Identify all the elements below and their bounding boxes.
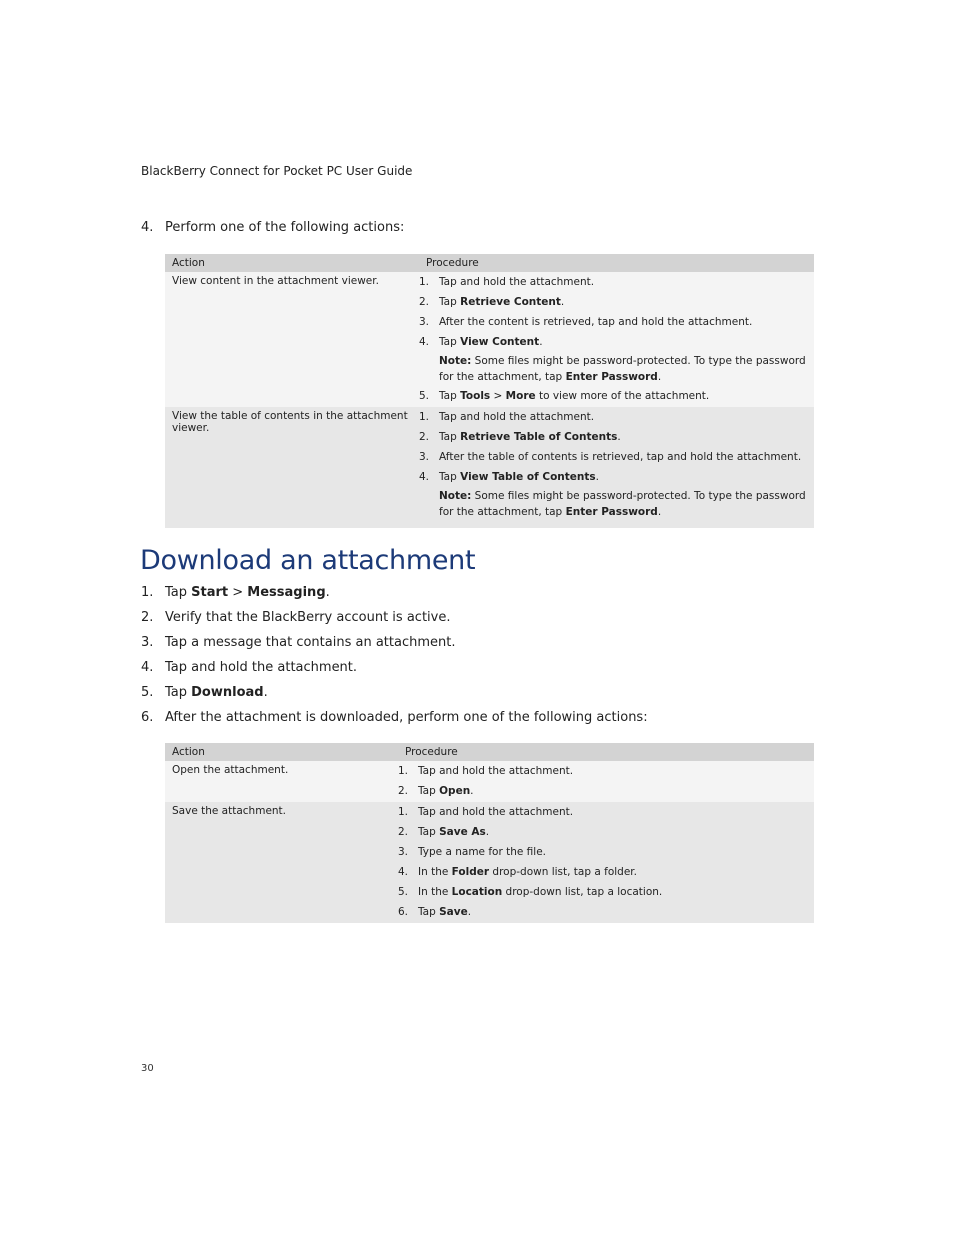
step-note — [419, 489, 807, 520]
text-run: . — [657, 505, 662, 518]
ui-term: Save — [439, 906, 468, 918]
text-run: In the — [418, 866, 452, 878]
table-header-row — [165, 254, 814, 272]
text-run: Tap — [439, 431, 461, 443]
step-number: 6. — [141, 710, 154, 725]
ui-term: Retrieve Content — [460, 296, 561, 308]
table-row — [165, 761, 814, 802]
procedure-table-view — [165, 254, 814, 528]
text-run: Tap and hold the attachment. — [418, 765, 574, 777]
text-run: Some files might be password-protected. To type the password for the attachment, tap — [439, 355, 806, 383]
ui-term: Note: — [439, 355, 472, 367]
text-run: > — [228, 585, 248, 600]
procedure-cell — [419, 272, 814, 407]
main-step — [141, 659, 648, 684]
text-run: Tap — [418, 826, 440, 838]
action-cell: View the table of contents in the attachment viewer. — [165, 407, 419, 528]
text-run: Tap and hold the attachment. — [165, 660, 358, 675]
text-run: > — [490, 390, 506, 402]
text-run: . — [467, 906, 472, 918]
ui-term: Folder — [451, 866, 490, 878]
step-number: 2. — [419, 431, 430, 443]
text-run: After the content is retrieved, tap and hold the attachment. — [439, 316, 753, 328]
step-number: 1. — [419, 411, 430, 423]
section-title: Download an attachment — [140, 545, 476, 576]
procedure-step — [398, 845, 807, 859]
step-number: 2. — [141, 610, 154, 625]
procedure-step — [419, 389, 807, 403]
step-number: 4. — [419, 471, 430, 483]
ui-term: View Table of Contents — [460, 471, 596, 483]
step-note — [419, 354, 807, 385]
main-step — [141, 684, 648, 709]
procedure-steps — [398, 761, 814, 802]
table-header-row — [165, 743, 814, 761]
step-number: 3. — [141, 635, 154, 650]
ui-term: Enter Password — [565, 505, 658, 518]
text-run: Tap a message that contains an attachment. — [165, 635, 456, 650]
step-number: 2. — [398, 826, 409, 838]
procedure-steps — [398, 802, 814, 923]
action-cell: View content in the attachment viewer. — [165, 272, 419, 407]
text-run: Type a name for the file. — [418, 846, 547, 858]
text-run: Tap and hold the attachment. — [439, 411, 595, 423]
action-cell: Save the attachment. — [165, 802, 398, 923]
step-number: 4. — [141, 660, 154, 675]
main-step — [141, 584, 648, 609]
text-run: Tap — [165, 585, 192, 600]
step-number: 5. — [141, 685, 154, 700]
intro-step — [141, 220, 404, 235]
main-step — [141, 609, 648, 634]
text-run: drop-down list, tap a location. — [502, 886, 663, 898]
procedure-step — [419, 315, 807, 329]
text-run: Tap — [439, 390, 461, 402]
ui-term: Enter Password — [565, 370, 658, 383]
step-number: 5. — [419, 390, 430, 402]
intro-step-text: Perform one of the following actions: — [165, 220, 405, 235]
step-number: 1. — [398, 806, 409, 818]
text-run: . — [470, 785, 474, 797]
ui-term: Tools — [460, 390, 491, 402]
text-run: Tap — [439, 296, 461, 308]
text-run: In the — [418, 886, 452, 898]
procedure-step — [398, 905, 807, 919]
step-number: 3. — [419, 451, 430, 463]
procedure-step — [398, 865, 807, 879]
ui-term: Start — [191, 585, 229, 600]
action-cell: Open the attachment. — [165, 761, 398, 802]
procedure-step — [398, 885, 807, 899]
ui-term: Save As — [439, 826, 486, 838]
text-run: Tap and hold the attachment. — [418, 806, 574, 818]
procedure-steps — [419, 272, 814, 407]
text-run: . — [595, 471, 599, 483]
procedure-cell — [419, 407, 814, 528]
step-number: 3. — [398, 846, 409, 858]
main-step — [141, 709, 648, 734]
step-number: 4. — [419, 336, 430, 348]
column-header-procedure: Procedure — [398, 743, 814, 761]
text-run: . — [657, 370, 662, 383]
text-run: Tap — [165, 685, 192, 700]
text-run: . — [263, 685, 268, 700]
text-run: Tap and hold the attachment. — [439, 276, 595, 288]
procedure-steps — [419, 407, 814, 528]
text-run: After the table of contents is retrieved, tap and hold the attachment. — [439, 451, 802, 463]
intro-step-number: 4. — [141, 220, 154, 235]
step-number: 1. — [398, 765, 409, 777]
column-header-procedure: Procedure — [419, 254, 814, 272]
text-run: Some files might be password-protected. To type the password for the attachment, tap — [439, 490, 806, 518]
table-row — [165, 272, 814, 407]
procedure-cell — [398, 802, 814, 923]
procedure-step — [419, 295, 807, 309]
text-run: to view more of the attachment. — [535, 390, 710, 402]
text-run: Verify that the BlackBerry account is active. — [165, 610, 451, 625]
step-number: 3. — [419, 316, 430, 328]
text-run: Tap — [418, 785, 440, 797]
text-run: . — [325, 585, 330, 600]
running-header: BlackBerry Connect for Pocket PC User Guide — [141, 164, 413, 178]
table-row — [165, 407, 814, 528]
ui-term: Note: — [439, 490, 472, 502]
procedure-step — [419, 450, 807, 464]
text-run: . — [485, 826, 490, 838]
page-number: 30 — [141, 1063, 154, 1074]
text-run: Tap — [418, 906, 440, 918]
text-run: . — [617, 431, 621, 443]
procedure-table-download — [165, 743, 814, 923]
ui-term: Open — [439, 785, 471, 797]
main-step — [141, 634, 648, 659]
ui-term: Download — [191, 685, 264, 700]
text-run: Tap — [439, 336, 461, 348]
text-run: Tap — [439, 471, 461, 483]
text-run: After the attachment is downloaded, perform one of the following actions: — [165, 710, 648, 725]
ui-term: Retrieve Table of Contents — [460, 431, 618, 443]
procedure-step — [398, 825, 807, 839]
procedure-step — [398, 805, 807, 819]
text-run: . — [560, 296, 565, 308]
procedure-step — [398, 764, 807, 778]
procedure-cell — [398, 761, 814, 802]
step-number: 2. — [419, 296, 430, 308]
ui-term: View Content — [460, 336, 540, 348]
step-number: 2. — [398, 785, 409, 797]
ui-term: More — [505, 390, 536, 402]
procedure-step — [419, 275, 807, 289]
text-run: drop-down list, tap a folder. — [489, 866, 637, 878]
procedure-step — [419, 335, 807, 349]
procedure-step — [419, 470, 807, 484]
step-number: 6. — [398, 906, 409, 918]
procedure-step — [398, 784, 807, 798]
text-run: . — [539, 336, 543, 348]
procedure-step — [419, 410, 807, 424]
ui-term: Location — [451, 886, 503, 898]
step-number: 1. — [419, 276, 430, 288]
step-number: 5. — [398, 886, 409, 898]
main-steps-list — [141, 584, 648, 734]
table-row — [165, 802, 814, 923]
procedure-step — [419, 430, 807, 444]
step-number: 1. — [141, 585, 154, 600]
column-header-action: Action — [165, 254, 419, 272]
ui-term: Messaging — [247, 585, 326, 600]
column-header-action: Action — [165, 743, 398, 761]
step-number: 4. — [398, 866, 409, 878]
